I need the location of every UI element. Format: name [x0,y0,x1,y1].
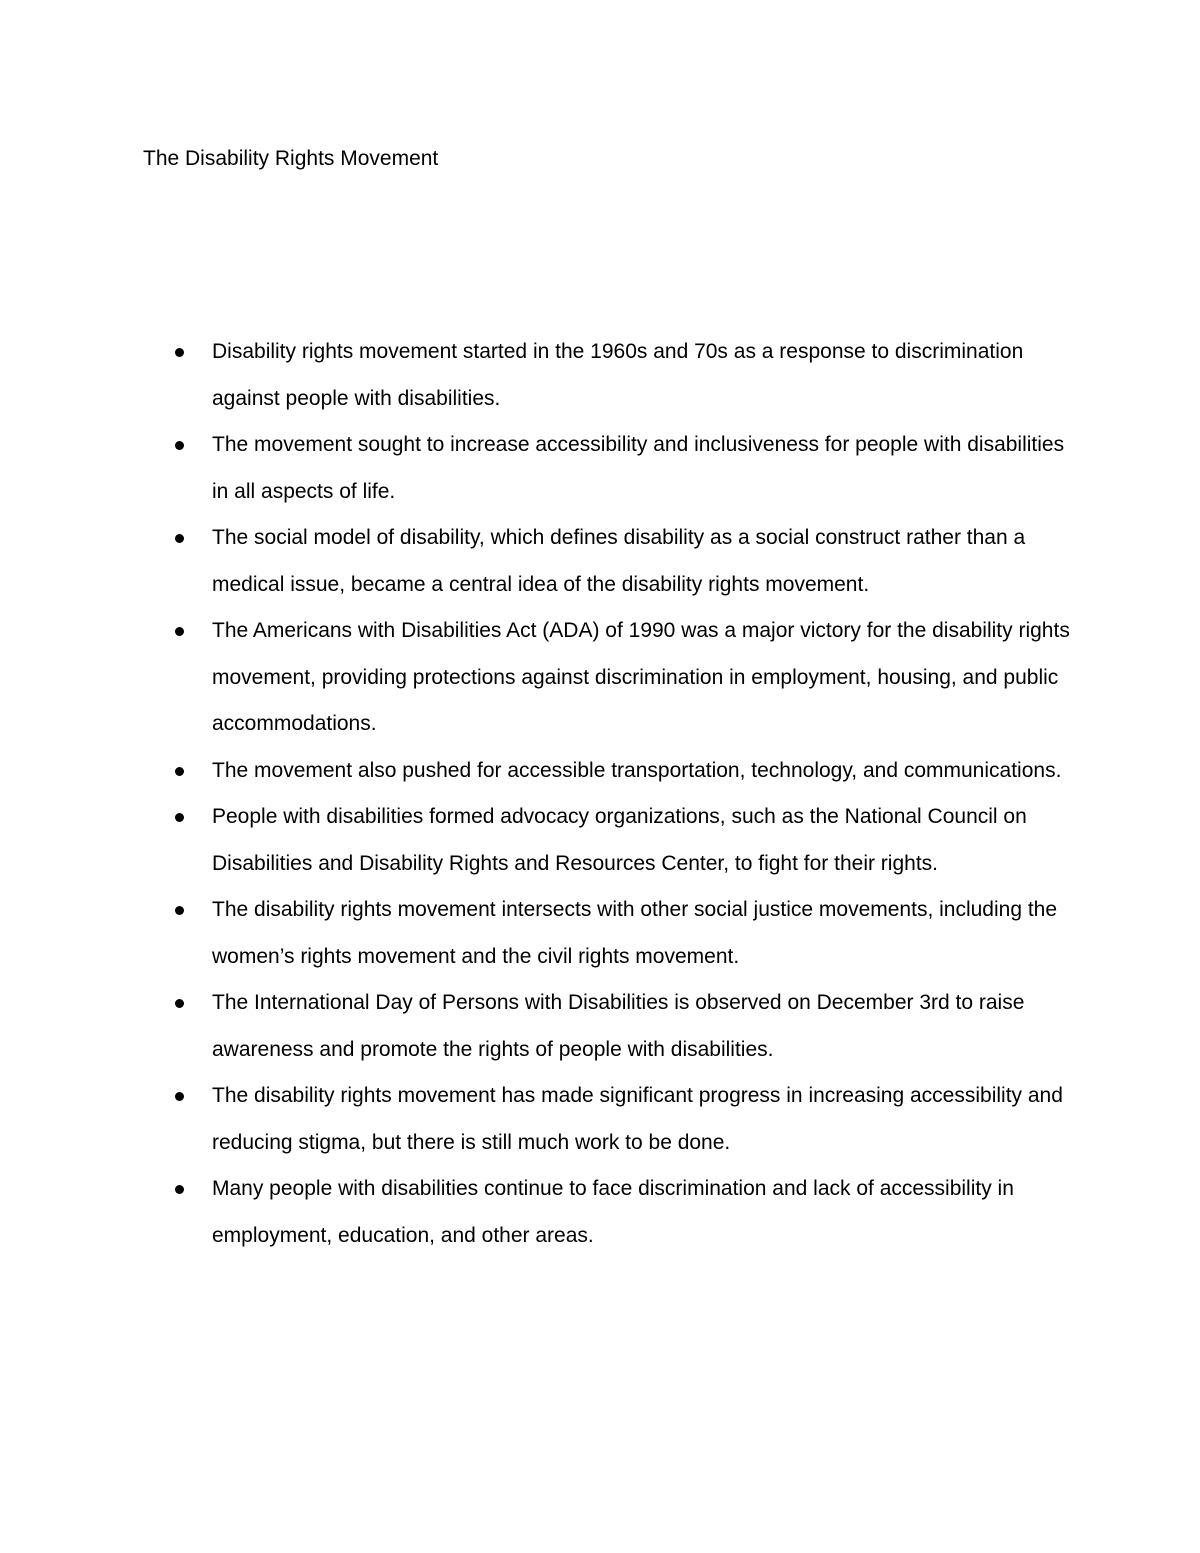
bullet-item-10 [0,1166,1072,1259]
bullet-icon [175,767,184,776]
bullet-text: Many people with disabilities continue to face discrimination and lack of accessibility in employment, education, and other areas. [212,1177,1014,1247]
document-title: The Disability Rights Movement [143,147,439,170]
bullet-text: The movement sought to increase accessibility and inclusiveness for people with disabilities in all aspects of life. [212,433,1065,503]
bullet-item-1 [0,329,1072,422]
bullet-icon [175,813,184,822]
bullet-icon [175,441,184,450]
bullet-text: The International Day of Persons with Disabilities is observed on December 3rd to raise awareness and promote the rights of people with disabilities. [212,991,1025,1061]
bullet-text: Disability rights movement started in the 1960s and 70s as a response to discrimination against people with disabilities. [212,340,1024,410]
bullet-text: The Americans with Disabilities Act (ADA) of 1990 was a major victory for the disability rights movement, providing protections against discrimination in employment, housing, and public accommodations. [212,619,1070,735]
bullet-list [0,329,1200,1259]
bullet-item-6 [0,794,1072,887]
bullet-icon [175,999,184,1008]
bullet-text: People with disabilities formed advocacy organizations, such as the National Council on Disabilities and Disability Rights and Resources Center, to fight for their rights. [212,805,1027,875]
bullet-text: The disability rights movement intersects with other social justice movements, including the women’s rights movement and the civil rights movement. [212,898,1058,968]
bullet-text: The movement also pushed for accessible transportation, technology, and communications. [212,758,1062,782]
bullet-item-2 [0,422,1072,515]
bullet-item-3 [0,515,1072,608]
bullet-icon [175,348,184,357]
bullet-icon [175,1092,184,1101]
bullet-icon [175,1185,184,1194]
bullet-item-8 [0,980,1072,1073]
bullet-item-4 [0,608,1072,748]
bullet-item-5 [0,748,1072,795]
bullet-icon [175,534,184,543]
bullet-text: The disability rights movement has made significant progress in increasing accessibility and reducing stigma, but there is still much work to be done. [212,1084,1063,1154]
bullet-item-7 [0,887,1072,980]
bullet-text: The social model of disability, which defines disability as a social construct rather than a medical issue, became a central idea of the disability rights movement. [212,526,1026,596]
bullet-item-9 [0,1073,1072,1166]
bullet-icon [175,627,184,636]
bullet-icon [175,906,184,915]
